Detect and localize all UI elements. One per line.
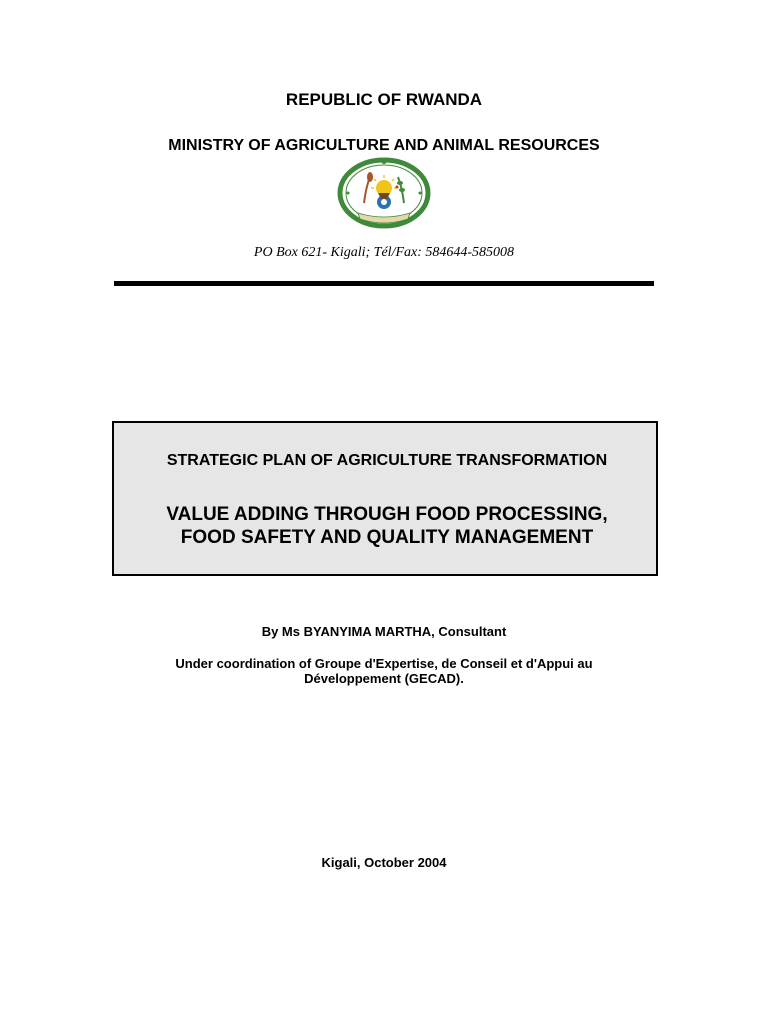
coordination-line: Under coordination of Groupe d'Expertise, de Conseil et d'Appui au Développement (GECAD). bbox=[175, 656, 593, 686]
place-date: Kigali, October 2004 bbox=[321, 855, 447, 870]
rwanda-coat-of-arms-icon bbox=[334, 157, 434, 233]
document-title bbox=[114, 503, 660, 549]
header-divider bbox=[114, 281, 654, 286]
contact-line: PO Box 621- Kigali; Tél/Fax: 584644-585008 bbox=[253, 245, 515, 260]
document-title-line-2: FOOD SAFETY AND QUALITY MANAGEMENT bbox=[180, 527, 594, 548]
ministry-heading: MINISTRY OF AGRICULTURE AND ANIMAL RESOURCES bbox=[168, 137, 600, 154]
plan-title: STRATEGIC PLAN OF AGRICULTURE TRANSFORMATION bbox=[166, 452, 608, 469]
document-title-line-1: VALUE ADDING THROUGH FOOD PROCESSING, bbox=[166, 504, 608, 525]
country-heading: REPUBLIC OF RWANDA bbox=[285, 90, 483, 109]
author-line: By Ms BYANYIMA MARTHA, Consultant bbox=[261, 624, 507, 639]
title-box bbox=[112, 421, 658, 576]
